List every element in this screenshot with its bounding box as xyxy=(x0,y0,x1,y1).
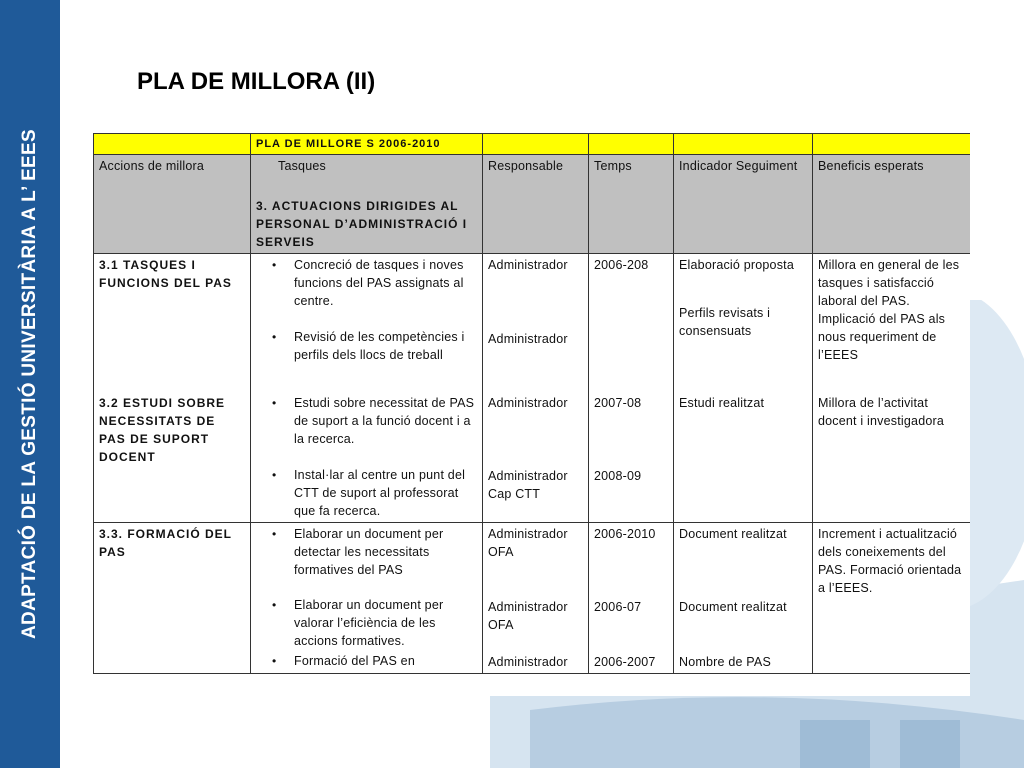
bullet-icon: • xyxy=(272,527,277,541)
bullet-icon: • xyxy=(272,598,277,612)
bullet-icon: • xyxy=(272,330,277,344)
indicadors-3-2: Estudi realitzat xyxy=(674,392,813,523)
indicadors-3-3: Document realitzat Document realitzat Nombre de PAS xyxy=(674,523,813,674)
table-banner-row xyxy=(94,134,971,155)
improvement-plan-table xyxy=(93,133,970,696)
temps-3-1: 2006-208 xyxy=(589,254,674,393)
tasks-3-1 xyxy=(251,254,483,393)
beneficis-3-1: Millora en general de les tasques i satisfacció laboral del PAS. Implicació del PAS als nous requeriment de l’EEES xyxy=(813,254,971,393)
list-item: • Revisió de les competències i perfils dels llocs de treball xyxy=(272,330,465,362)
beneficis-3-2: Millora de l’activitat docent i investigadora xyxy=(813,392,971,523)
header-accions: Accions de millora xyxy=(94,155,251,254)
section-heading: 3. ACTUACIONS DIRIGIDES AL PERSONAL D’ADMINISTRACIÓ I SERVEIS xyxy=(256,199,468,249)
table-row xyxy=(94,392,971,523)
responsables-3-2: Administrador Administrador Cap CTT xyxy=(483,392,589,523)
table-header-row xyxy=(94,155,971,254)
page-title: PLA DE MILLORA (II) xyxy=(137,68,376,95)
bullet-icon: • xyxy=(272,468,277,482)
header-indicador: Indicador Seguiment xyxy=(674,155,813,254)
responsables-3-3: Administrador OFA Administrador OFA Administrador xyxy=(483,523,589,674)
list-item: • Elaborar un document per detectar les necessitats formatives del PAS xyxy=(272,527,444,577)
tasks-3-3 xyxy=(251,523,483,674)
list-item: • Instal·lar al centre un punt del CTT de suport al professorat que fa recerca. xyxy=(272,468,466,518)
action-3-2: 3.2 ESTUDI SOBRE NECESSITATS DE PAS DE SUPORT DOCENT xyxy=(94,392,251,523)
temps-3-2: 2007-08 2008-09 xyxy=(589,392,674,523)
list-item: • Estudi sobre necessitat de PAS de suport a la funció docent i a la recerca. xyxy=(272,396,475,446)
header-temps: Temps xyxy=(589,155,674,254)
action-3-1: 3.1 TASQUES I FUNCIONS DEL PAS xyxy=(94,254,251,393)
bullet-icon: • xyxy=(272,396,277,410)
bullet-icon: • xyxy=(272,654,277,668)
table-row xyxy=(94,523,971,674)
tasks-3-2 xyxy=(251,392,483,523)
sidebar xyxy=(0,0,60,768)
bullet-icon: • xyxy=(272,258,277,272)
header-responsable: Responsable xyxy=(483,155,589,254)
sidebar-title: ADAPTACIÓ DE LA GESTIÓ UNIVERSITÀRIA A L’ EEES xyxy=(19,129,40,639)
indicadors-3-1: Elaboració proposta Perfils revisats i consensuats xyxy=(674,254,813,393)
beneficis-3-3: Increment i actualització dels coneixements del PAS. Formació orientada a l’EEES. xyxy=(813,523,971,674)
header-tasques: Tasques xyxy=(278,159,326,173)
header-tasques-cell xyxy=(251,155,483,254)
action-3-3: 3.3. FORMACIÓ DEL PAS xyxy=(94,523,251,674)
list-item: • Elaborar un document per valorar l’eficiència de les accions formatives. xyxy=(272,598,444,648)
temps-3-3: 2006-2010 2006-07 2006-2007 xyxy=(589,523,674,674)
list-item: • Formació del PAS en xyxy=(272,654,415,668)
responsables-3-1: Administrador Administrador xyxy=(483,254,589,393)
header-beneficis: Beneficis esperats xyxy=(813,155,971,254)
table-banner: PLA DE MILLORE S 2006-2010 xyxy=(251,134,483,155)
list-item: • Concreció de tasques i noves funcions del PAS assignats al centre. xyxy=(272,258,464,308)
table-row xyxy=(94,254,971,393)
